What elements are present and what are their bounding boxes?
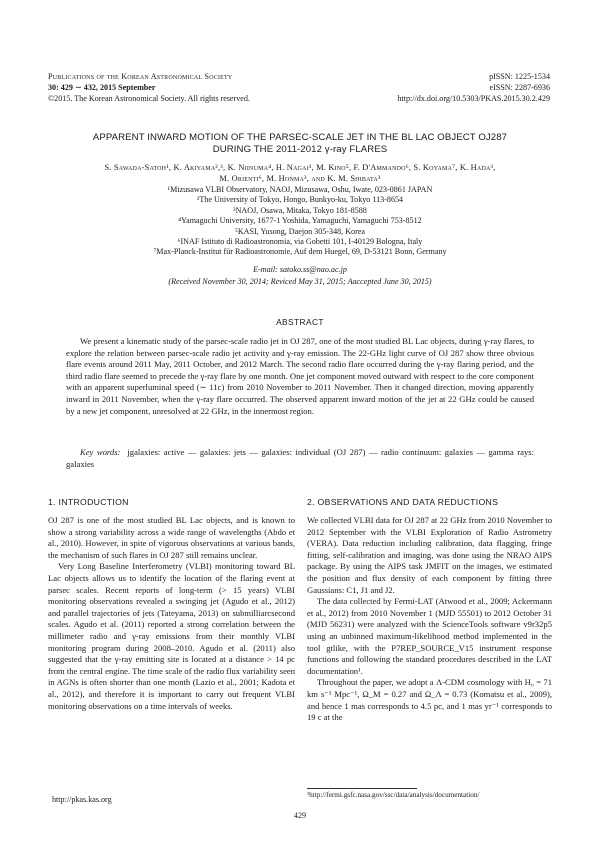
affiliation-2: ²The University of Tokyo, Hongo, Bunkyo-ku, Tokyo 113-8654 xyxy=(196,195,404,205)
author-list xyxy=(40,162,560,184)
affiliation-3: ³NAOJ, Osawa, Mitaka, Tokyo 181-8588 xyxy=(233,205,367,215)
section-heading-observations: 2. OBSERVATIONS AND DATA REDUCTIONS xyxy=(307,497,499,507)
email[interactable]: E-mail: satoko.ss@nao.ac.jp xyxy=(253,265,347,274)
copyright: ©2015. The Korean Astronomical Society. All rights reserved. xyxy=(48,94,250,103)
abstract-text: We present a kinematic study of the parsec-scale radio jet in OJ 287, one of the most studied BL Lac objects, during γ-ray flares, to explore the relation between parsec-scale radio jet activity and γ-ray emission. The 22-GHz light curve of OJ 287 show three obvious flare events around 2011 May, 2011 October, and 2012 March. The second radio flare occurred during the γ-ray flaring period, and the third radio flare seemed to precede the γ-ray flare by one month. One jet component moved outward with respect to the core component with an apparent superluminal speed (∼ 11c) from 2010 November to 2011 November. Then it changed direction, moving apparently inward in 2011 November, when the γ-ray flare occurred. The observed apparent inward motion of the jet at 22 GHz could be caused by a new jet component, unresolved at 22 GHz, in the innermost region. xyxy=(66,336,534,416)
received-dates: (Received November 30, 2014; Reviced May 31, 2015; Aaccepted June 30, 2015) xyxy=(168,277,432,286)
abstract-heading: ABSTRACT xyxy=(276,317,324,327)
keywords xyxy=(66,447,534,470)
journal-url[interactable]: http://pkas.kas.org xyxy=(52,795,112,804)
affiliations xyxy=(40,185,560,258)
title-line-1: APPARENT INWARD MOTION OF THE PARSEC-SCALE JET IN THE BL LAC OBJECT OJ287 xyxy=(92,132,508,143)
paragraph: OJ 287 is one of the most studied BL Lac objects, and is known to show a strong variability across a wide range of wavelengths (Abdo et al., 2010). However, in spite of vigorous observations at various bands, the mechanism of such flares in OJ 287 still remains unclear. xyxy=(48,515,295,560)
keywords-label: Key words: xyxy=(80,447,121,457)
pissn: pISSN: 1225-1534 xyxy=(489,72,550,81)
affiliation-1: ¹Mizusawa VLBI Observatory, NAOJ, Mizusawa, Oshu, Iwate, 023-0861 JAPAN xyxy=(167,185,433,194)
paper-title xyxy=(40,132,560,156)
eissn: eISSN: 2287-6936 xyxy=(489,83,550,92)
paragraph: We collected VLBI data for OJ 287 at 22 GHz from 2010 November to 2012 September with the VLBI Exploration of Radio Astrometry (VERA). Data reduction including calibration, data flagging, fringe fitting, self-calibration and imaging, was done using the NRAO AIPS package. By using the AIPS task JMFIT on the images, we estimated the position and flux density of each component by fitting three Gaussians: C1, J1 and J2. xyxy=(307,515,552,595)
keywords-text: jgalaxies: active — galaxies: jets — galaxies: individual (OJ 287) — radio continuum: galaxies — gamma rays: galaxies xyxy=(66,447,534,469)
journal-name: Publications of the Korean Astronomical Society xyxy=(48,72,233,81)
authors-line-1: S. Sawada-Satoh¹, K. Akiyama²,³, K. Niinuma⁴, H. Nagai³, M. Kino⁵, F. D'Ammando⁶, S. Koyama⁷, K. Hada³, xyxy=(104,163,496,172)
paragraph: The data collected by Fermi-LAT (Atwood et al., 2009; Ackermann et al., 2012) from 2010 November 1 (MJD 55501) to 2012 October 31 (MJD 56231) were analyzed with the ScienceTools software v9r32p5 using an unbinned maximum-likelihood method implemented in the tool gtlike, with the P7REP_SOURCE_V15 instrument response functions and following the standard procedures described in the LAT documentation¹. xyxy=(307,596,552,676)
paragraph: Very Long Baseline Interferometry (VLBI) monitoring toward BL Lac objects allows us to identify the location of the flaring event at parsec scales. Recent reports of long-term (> 15 years) VLBI monitoring observations revealed a swinging jet (Agudo et al., 2012) and parallel trajectories of jets (Tateyama, 2013) on submilliarcsecond scales. Agudo et al. (2011) reported a strong correlation between the millimeter radio and γ-ray emissions from their monthly VLBI monitoring program during 2008–2010. Agudo et al. (2011) also suggested that the γ-ray emitting site is located at a distance > 14 pc from the central engine. The time scale of the radio flux variability seen in AGNs is often shorter than one month (Lazio et al., 2001; Kadota et al., 2012), and therefore it is important to carry out frequent VLBI monitoring observations on a time intervals of weeks. xyxy=(48,561,295,711)
affiliation-5: ⁵KASI, Yusong, Daejon 305-348, Korea xyxy=(235,226,365,236)
section-heading-introduction: 1. INTRODUCTION xyxy=(48,497,129,507)
affiliation-7: ⁷Max-Planck-Institut für Radioastronomie, Auf dem Huegel, 69, D-53121 Bonn, Germany xyxy=(153,247,447,257)
footnote-rule xyxy=(307,788,417,789)
authors-line-2: M. Orienti⁶, M. Honma³, and K. M. Shibata³ xyxy=(219,174,381,183)
affiliation-4: ⁴Yamaguchi University, 1677-1 Yoshida, Yamaguchi, Yamaguchi 753-8512 xyxy=(178,216,422,226)
affiliation-6: ⁶INAF Istituto di Radioastronomia, via Gobetti 101, I-40129 Bologna, Italy xyxy=(177,237,423,247)
doi-link[interactable]: http://dx.doi.org/10.5303/PKAS.2015.30.2.429 xyxy=(397,94,550,103)
observations-body xyxy=(307,515,552,724)
introduction-body xyxy=(48,515,295,712)
page-number: 429 xyxy=(293,811,307,820)
footnote[interactable]: ¹http://fermi.gsfc.nasa.gov/ssc/data/analysis/documentation/ xyxy=(307,791,480,799)
paragraph: Throughout the paper, we adopt a Λ-CDM cosmology with H₀ = 71 km s⁻¹ Mpc⁻¹, Ω_M = 0.27 and Ω_Λ = 0.73 (Komatsu et al., 2009), and hence 1 mas corresponds to 4.5 pc, and 1 mas yr⁻¹ corresponds to 19 c at the xyxy=(307,677,552,723)
title-line-2: DURING THE 2011-2012 γ-ray FLARES xyxy=(212,144,388,155)
volume-line: 30: 429 ∼ 432, 2015 September xyxy=(48,83,156,92)
